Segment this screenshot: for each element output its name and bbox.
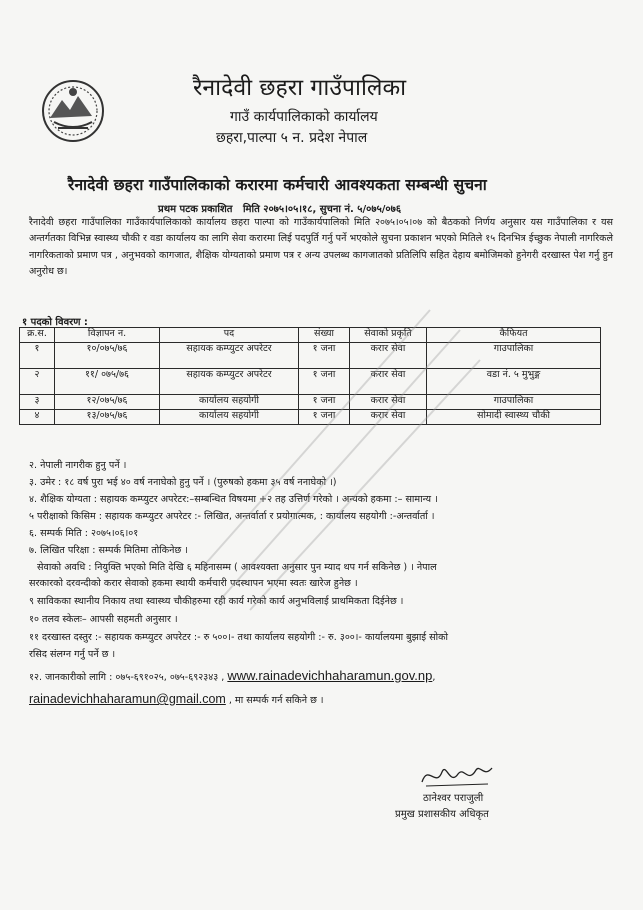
municipality-emblem-icon <box>40 78 106 144</box>
col-remarks: कैफियत <box>427 328 601 343</box>
table-row <box>20 395 601 410</box>
col-advert-no: विज्ञापन न. <box>55 328 160 343</box>
cell-remarks: गाउपालिका <box>427 395 601 410</box>
clause-service-period-cont: सरकारको दरवन्दीको करार सेवाको हकमा स्थायी कर्मचारी पदस्थापन भएमा स्वतः खारेज हुनेछ । <box>29 578 358 589</box>
cell-service-nature: करार सेवा <box>350 395 427 410</box>
cell-count: १ जना <box>299 343 350 369</box>
cell-count: १ जना <box>299 410 350 425</box>
clause-fee: ११ दरखास्त दस्तुर :- सहायक कम्प्युटर अपरेटर :- रु ५००।- तथा कार्यालय सहयोगी :- रु. ३००।- कार्यालयमा बुझाई सोको <box>29 632 448 643</box>
intro-paragraph: रैनादेवी छहरा गाउँपालिका गाउँकार्यपालिकाको कार्यालय छहरा पाल्पा को गाउँकार्यपालिको मिति २०७५।०५।०७ को बैठकको निर्णय अनुसार यस गाउँपालिका र यस अन्तर्गतका विभिन्न स्वास्थ्य चौकी र वडा कार्यालय का लागि सेवा करारमा लिई पदपुर्ति गर्नु पर्ने भएकोले सुचना प्रकाशन भएको मितिले १५ दिनभित्र ईच्छुक नेपाली नागरिकले नागरिकताको प्रमाण पत्र , अनुभवको कागजात, शैक्षिक योग्यताको प्रमाण पत्र र अन्य उपलब्ध कागजातको प्रतिलिपि सहित देहाय बमोजिमको हुनेगरी दरखास्त पेश गर्नु हुन अनुरोध छ। <box>29 217 613 278</box>
clause-service-period: सेवाको अवधि : नियुक्ति भएको मिति देखि ६ महिनासम्म ( आवश्यक्ता अनुसार पुन म्याद थप गर्न सकिनेछ ) । नेपाल <box>37 562 437 573</box>
notice-title: रैनादेवी छहरा गाउँपालिकाको करारमा कर्मचारी आवश्यकता सम्बन्धी सुचना <box>68 176 487 194</box>
cell-position: सहायक कम्प्युटर अपरेटर <box>160 369 299 395</box>
clause-exam-type: ५ परीक्षाको किसिम : सहायक कम्प्युटर अपरेटर :- लिखित, अन्तर्वार्ता र प्रयोगात्मक, : कार्यालय सहयोगी :-अन्तर्वार्ता । <box>29 511 435 522</box>
cell-serial: ३ <box>20 395 55 410</box>
table-row <box>20 369 601 395</box>
cell-count: १ जना <box>299 395 350 410</box>
clause-qualification: ४. शैक्षिक योग्यता : सहायक कम्प्युटर अपरेटर:–सम्बन्धित विषयमा +२ तह उत्तिर्ण गरेको । अन्यको हकमा :– सामान्य । <box>29 494 438 505</box>
cell-position: सहायक कम्प्युटर अपरेटर <box>160 343 299 369</box>
cell-remarks: सोमादी स्वास्थ्य चौकी <box>427 410 601 425</box>
signatory-designation: प्रमुख प्रशासकीय अधिकृत <box>395 809 489 820</box>
cell-count: १ जना <box>299 369 350 395</box>
table-row <box>20 410 601 425</box>
clause-contact-date: ६. सम्पर्क मिति : २०७५।०६।०१ <box>29 528 139 539</box>
cell-position: कार्यालय सहयोगी <box>160 395 299 410</box>
notice-number: सुचना नं. ५/०७५/०७६ <box>319 204 402 215</box>
col-service-nature: सेवाको प्रकृति <box>350 328 427 343</box>
cell-serial: ४ <box>20 410 55 425</box>
cell-service-nature: करार सेवा <box>350 343 427 369</box>
cell-advert-no: १०/०७५/७६ <box>55 343 160 369</box>
office-address: छहरा,पाल्पा ५ न. प्रदेश नेपाल <box>216 130 368 146</box>
cell-remarks: गाउपालिका <box>427 343 601 369</box>
contact-comma: , <box>432 672 436 683</box>
clause-age: ३. उमेर : १८ वर्ष पुरा भई ४० वर्ष ननाघेको हुनु पर्ने । (पुरुषको हकमा ३५ वर्ष ननाघेको ।) <box>29 477 337 488</box>
cell-advert-no: ११/ ०७५/७६ <box>55 369 160 395</box>
notice-meta <box>158 201 401 215</box>
cell-remarks: वडा नं. ५ मुभुङ्ग <box>427 369 601 395</box>
clause-salary: १० तलव स्केलः– आपसी सहमती अनुसार । <box>29 614 178 625</box>
col-serial: क्र.स. <box>20 328 55 343</box>
clause-contact-cont <box>29 691 613 709</box>
cell-service-nature: करार सेवा <box>350 369 427 395</box>
signatory-name: ठानेश्वर पराजुली <box>423 793 484 804</box>
cell-serial: १ <box>20 343 55 369</box>
clause-contact <box>29 668 613 686</box>
clause-fee-cont: रसिद संलग्न गर्नु पर्ने छ । <box>29 649 116 660</box>
published-label: प्रथम पटक प्रकाशित <box>158 204 233 215</box>
table-row <box>20 343 601 369</box>
signature-icon <box>418 758 498 792</box>
email-link[interactable]: rainadevichhaharamun@gmail.com <box>29 692 226 706</box>
website-link[interactable]: www.rainadevichhaharamun.gov.np <box>227 668 433 683</box>
cell-serial: २ <box>20 369 55 395</box>
contact-phones: १२. जानकारीको लागि : ०७५-६९१०२५, ०७५-६९२३४३ , <box>29 672 225 683</box>
cell-position: कार्यालय सहयोगी <box>160 410 299 425</box>
published-date: मिति २०७५।०५।१८, <box>242 204 317 215</box>
table-header-row <box>20 328 601 343</box>
cell-service-nature: करार सेवा <box>350 410 427 425</box>
col-position: पद <box>160 328 299 343</box>
clause-experience-priority: ९ साविकका स्थानीय निकाय तथा स्वास्थ्य चौकीहरुमा रही कार्य गरेको कार्य अनुभविलाई प्राथमिकता दिईनेछ । <box>29 596 404 607</box>
municipality-name: रैनादेवी छहरा गाउँपालिका <box>193 75 407 101</box>
contact-suffix: , मा सम्पर्क गर्न सकिने छ । <box>228 695 324 706</box>
clause-written-exam: ७. लिखित परिक्षा : सम्पर्क मितिमा तोकिनेछ । <box>29 545 188 556</box>
col-count: संख्या <box>299 328 350 343</box>
office-name: गाउँ कार्यपालिकाको कार्यालय <box>230 109 378 125</box>
posts-table <box>19 327 601 425</box>
posts-heading: १ पदको विवरण : <box>22 317 88 328</box>
cell-advert-no: १२/०७५/७६ <box>55 395 160 410</box>
cell-advert-no: १३/०७५/७६ <box>55 410 160 425</box>
clause-citizenship: २. नेपाली नागरीक हुनु पर्ने । <box>29 460 127 471</box>
